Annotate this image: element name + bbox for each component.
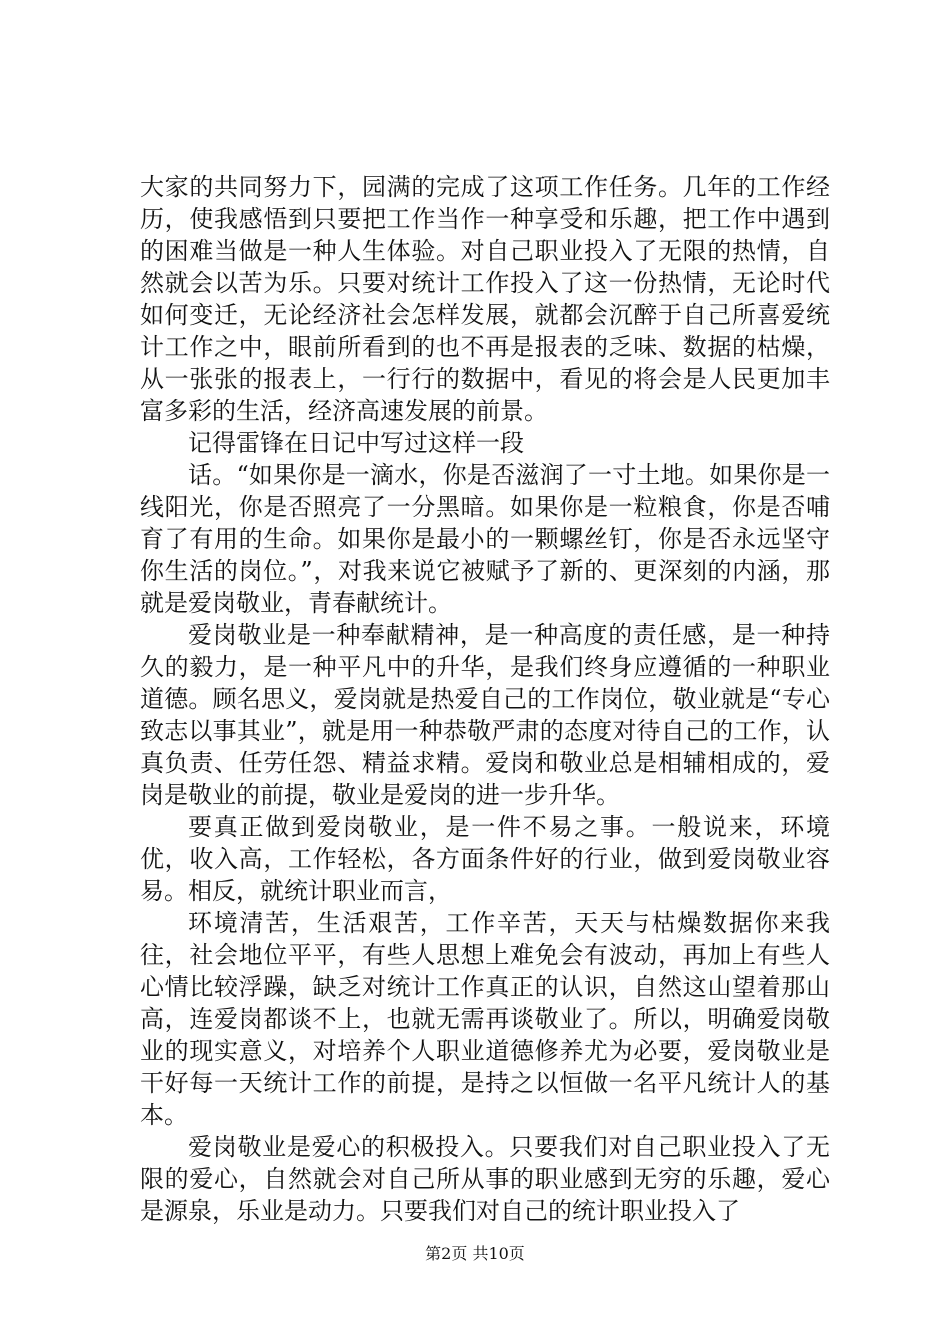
paragraph-5: 要真正做到爱岗敬业，是一件不易之事。一般说来，环境优，收入高，工作轻松，各方面条件好的行业，做到爱岗敬业容易。相反，就统计职业而言， xyxy=(140,813,830,905)
paragraph-7: 爱岗敬业是爱心的积极投入。只要我们对自己职业投入了无限的爱心，自然就会对自己所从事的职业感到无穷的乐趣，爱心是源泉，乐业是动力。只要我们对自己的统计职业投入了 xyxy=(140,1133,830,1225)
paragraph-6: 环境清苦，生活艰苦，工作辛苦，天天与枯燥数据你来我往，社会地位平平，有些人思想上难免会有波动，再加上有些人心情比较浮躁，缺乏对统计工作真正的认识，自然这山望着那山高，连爱岗都谈不上，也就无需再谈敬业了。所以，明确爱岗敬业的现实意义，对培养个人职业道德修养尤为必要，爱岗敬业是干好每一天统计工作的前提，是持之以恒做一名平凡统计人的基本。 xyxy=(140,909,830,1129)
paragraph-2: 记得雷锋在日记中写过这样一段 xyxy=(188,429,524,457)
paragraph-4: 爱岗敬业是一种奉献精神，是一种高度的责任感，是一种持久的毅力，是一种平凡中的升华，是我们终身应遵循的一种职业道德。顾名思义，爱岗就是热爱自己的工作岗位，敬业就是“专心致志以事其业”，就是用一种恭敬严肃的态度对待自己的工作，认真负责、任劳任怨、精益求精。爱岗和敬业总是相辅相成的，爱岗是敬业的前提，敬业是爱岗的进一步升华。 xyxy=(140,621,830,809)
document-body xyxy=(140,171,830,1227)
paragraph-3: 话。“如果你是一滴水，你是否滋润了一寸土地。如果你是一线阳光，你是否照亮了一分黑暗。如果你是一粒粮食，你是否哺育了有用的生命。如果你是最小的一颗螺丝钉，你是否永远坚守你生活的岗位。”，对我来说它被赋予了新的、更深刻的内涵，那就是爱岗敬业，青春献统计。 xyxy=(140,461,830,617)
page-footer: 第2页 共10页 xyxy=(425,1244,525,1263)
paragraph-1: 大家的共同努力下，园满的完成了这项工作任务。几年的工作经历，使我感悟到只要把工作当作一种享受和乐趣，把工作中遇到的困难当做是一种人生体验。对自己职业投入了无限的热情，自然就会以苦为乐。只要对统计工作投入了这一份热情，无论时代如何变迁，无论经济社会怎样发展，就都会沉醉于自己所喜爱统计工作之中，眼前所看到的也不再是报表的乏味、数据的枯燥，从一张张的报表上，一行行的数据中，看见的将会是人民更加丰富多彩的生活，经济高速发展的前景。 xyxy=(140,173,830,425)
